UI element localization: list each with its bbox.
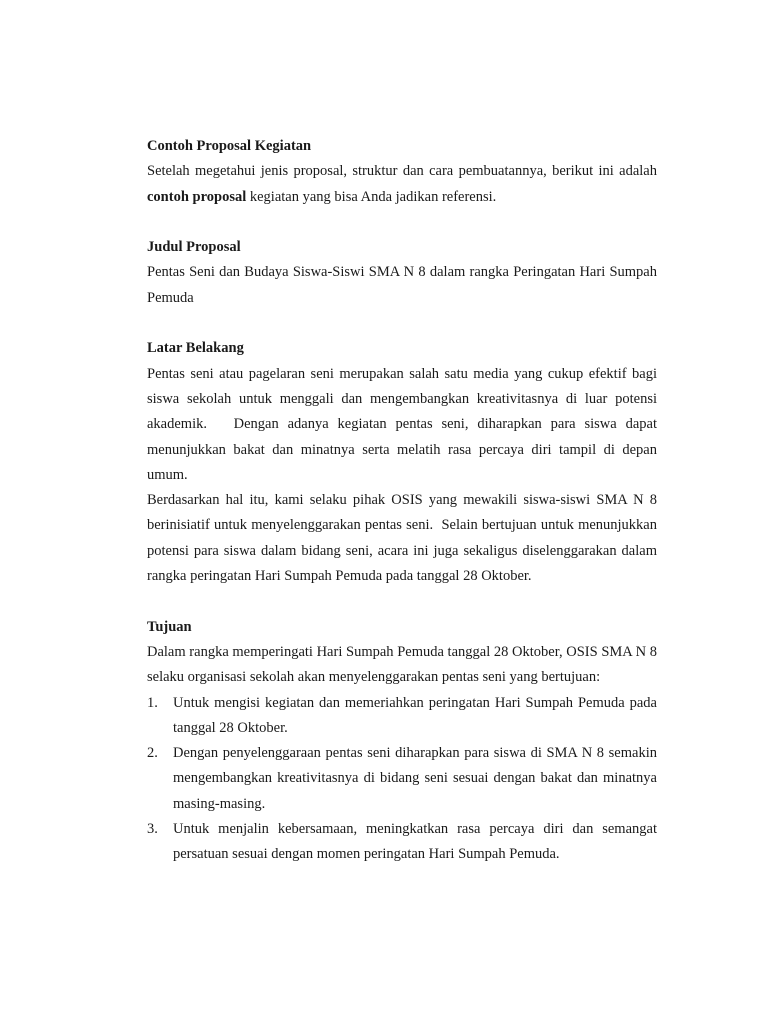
spacer — [147, 311, 657, 336]
list-item-text: Untuk mengisi kegiatan dan memeriahkan peringatan Hari Sumpah Pemuda pada tanggal 28 Oktober. — [173, 694, 657, 736]
judul-paragraph: Pentas Seni dan Budaya Siswa-Siswi SMA N 8 dalam rangka Peringatan Hari Sumpah Pemuda — [147, 264, 657, 306]
heading-contoh-proposal: Contoh Proposal Kegiatan — [147, 138, 312, 154]
heading-judul-proposal: Judul Proposal — [147, 239, 241, 256]
list-item-number: 1. — [147, 694, 158, 711]
latar-paragraph-1: Pentas seni atau pagelaran seni merupakan salah satu media yang cukup efektif bagi siswa sekolah untuk menggali dan mengembangkan kreativitasnya di luar potensi akademik. Dengan adanya kegiatan pentas seni, diharapkan para siswa dapat menunjukkan bakat dan minatnya serta melatih rasa percaya diri tampil di depan umum. — [147, 365, 661, 483]
list-item-number: 3. — [147, 821, 158, 838]
list-item-text: Untuk menjalin kebersamaan, meningkatkan rasa percaya diri dan semangat persatuan sesuai dengan momen peringatan Hari Sumpah Pemuda. — [173, 821, 657, 863]
document-page — [147, 134, 661, 868]
tujuan-list — [147, 691, 657, 868]
list-item — [147, 741, 657, 817]
heading-latar-belakang: Latar Belakang — [147, 340, 244, 357]
list-item — [147, 817, 657, 868]
spacer — [147, 589, 657, 614]
intro-text-part1: Setelah megetahui jenis proposal, struktur dan cara pembuatannya, berikut ini adalah — [147, 163, 657, 180]
intro-paragraph — [147, 159, 657, 210]
tujuan-intro-paragraph: Dalam rangka memperingati Hari Sumpah Pemuda tanggal 28 Oktober, OSIS SMA N 8 selaku organisasi sekolah akan menyelenggarakan pentas seni yang bertujuan: — [147, 643, 657, 686]
latar-paragraph-2: Berdasarkan hal itu, kami selaku pihak OSIS yang mewakili siswa-siswi SMA N 8 berinisiatif untuk menyelenggarakan pentas seni. Selain bertujuan untuk menunjukkan potensi para siswa dalam bidang seni, acara ini juga sekaligus diselenggarakan dalam rangka peringatan Hari Sumpah Pemuda pada tanggal 28 Oktober. — [147, 492, 661, 585]
list-item-text: Dengan penyelenggaraan pentas seni diharapkan para siswa di SMA N 8 semakin mengembangkan kreativitasnya di bidang seni sesuai dengan bakat dan minatnya masing-masing. — [173, 745, 657, 812]
list-item-number: 2. — [147, 745, 158, 762]
list-item — [147, 691, 657, 742]
heading-tujuan: Tujuan — [147, 618, 192, 635]
intro-bold-text: contoh proposal — [147, 188, 247, 205]
intro-text-part2: kegiatan yang bisa Anda jadikan referensi. — [246, 188, 497, 205]
spacer — [147, 210, 657, 235]
